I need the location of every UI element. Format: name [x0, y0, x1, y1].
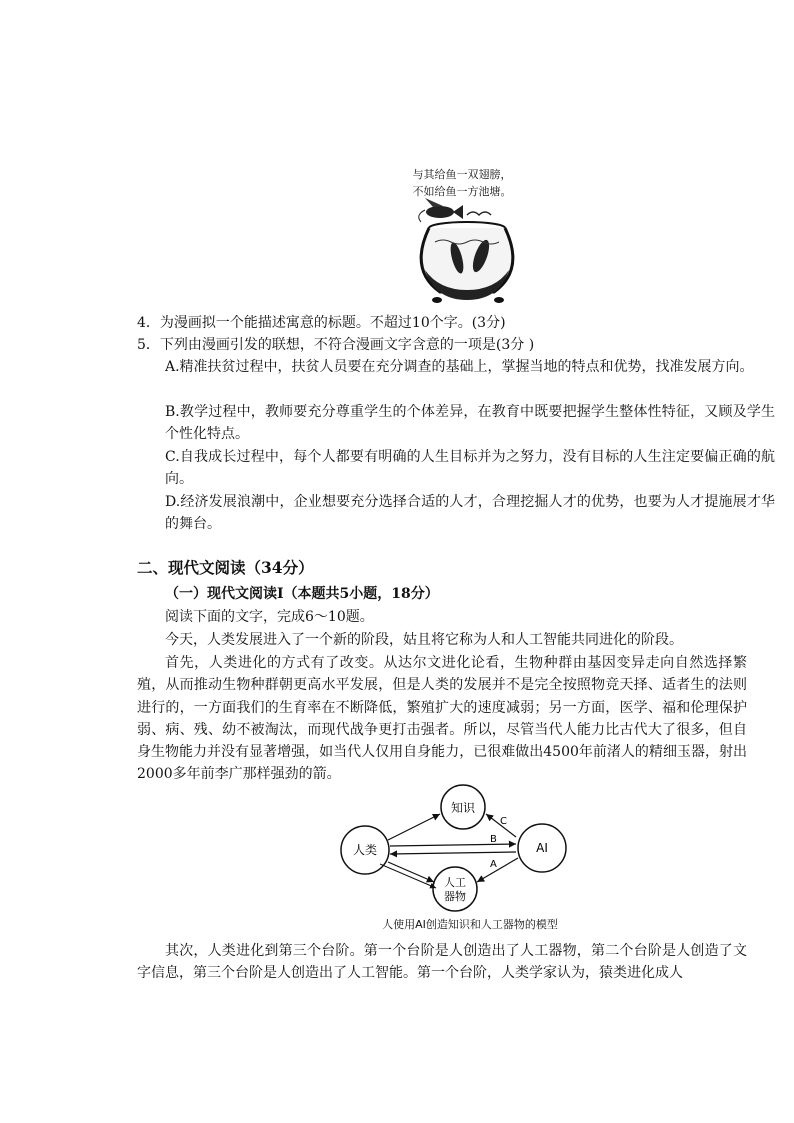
- fish-bowl-cartoon: [395, 160, 525, 305]
- reading-instruction: 阅读下面的文字，完成6～10题。: [165, 609, 374, 625]
- diagram-caption: 人使用AI创造知识和人工器物的模型: [382, 918, 558, 931]
- question-4: 4．为漫画拟一个能描述寓意的标题。不超过10个字。(3分): [137, 315, 506, 331]
- node-artifact-line2: 器物: [444, 890, 466, 903]
- option-d: D.经济发展浪潮中，企业想要充分选择合适的人才，合理挖掘人才的优势，也要为人才提施展才华的舞台。: [165, 494, 775, 533]
- question-5: 5．下列由漫画引发的联想，不符合漫画文字含意的一项是(3分 ): [137, 337, 535, 353]
- node-knowledge: 知识: [450, 801, 476, 815]
- node-human: 人类: [352, 843, 378, 857]
- option-c: C.自我成长过程中，每个人都要有明确的人生目标并为之努力，没有目标的人生注定要偏正确的航向。: [165, 449, 775, 488]
- node-artifact-line1: 人工: [444, 876, 466, 889]
- paragraph-2: 首先，人类进化的方式有了改变。从达尔文进化论看，生物种群由基因变异走向自然选择繁殖，从而推动生物种群朝更高水平发展，但是人类的发展并不是完全按照物竞天择、适者生的法则进行的，一方面我们的生育率在不断降低，繁殖扩大的速度减弱；另一方面，医学、福和伦理保护弱、病、残、幼不被淘汰，而现代战争更打击强者。所以，尽管当代人能力比古代大了很多，但自身生物能力并没有显著增强，如当代人仅用自身能力，已很难做出4500年前渚人的精细玉器，射出2000多年前李广那样强劲的箭。: [137, 655, 747, 783]
- paragraph-1: 今天，人类发展进入了一个新的阶段，姑且将它称为人和人工智能共同进化的阶段。: [165, 632, 683, 648]
- cartoon-caption-line2: 不如给鱼一方池塘。: [412, 185, 512, 198]
- cartoon-caption-line1: 与其给鱼一双翅膀，: [412, 168, 512, 181]
- paragraph-3: 其次，人类进化到第三个台阶。第一个台阶是人创造出了人工器物，第二个台阶是人创造了文字信息，第三个台阶是人创造出了人工智能。第一个台阶，人类学家认为，猿类进化成人: [137, 943, 747, 982]
- option-b: B.教学过程中，教师要充分尊重学生的个体差异，在教育中既要把握学生整体性特征，又顾及学生个性化特点。: [165, 404, 775, 443]
- node-ai: AI: [536, 841, 548, 855]
- subsection-1-title: （一）现代文阅读Ⅰ（本题共5小题，18分）: [165, 586, 439, 602]
- label-c: C: [500, 816, 507, 827]
- label-a: A: [490, 859, 497, 870]
- human-ai-model-diagram: [340, 782, 580, 932]
- flying-fish-icon: [419, 198, 463, 222]
- bird-icon: [467, 212, 491, 215]
- label-b: B: [490, 834, 497, 845]
- section-2-title: 二、现代文阅读（34分）: [137, 558, 314, 577]
- option-a: A.精准扶贫过程中，扶贫人员要在充分调查的基础上，掌握当地的特点和优势，找准发展方向。: [165, 359, 754, 375]
